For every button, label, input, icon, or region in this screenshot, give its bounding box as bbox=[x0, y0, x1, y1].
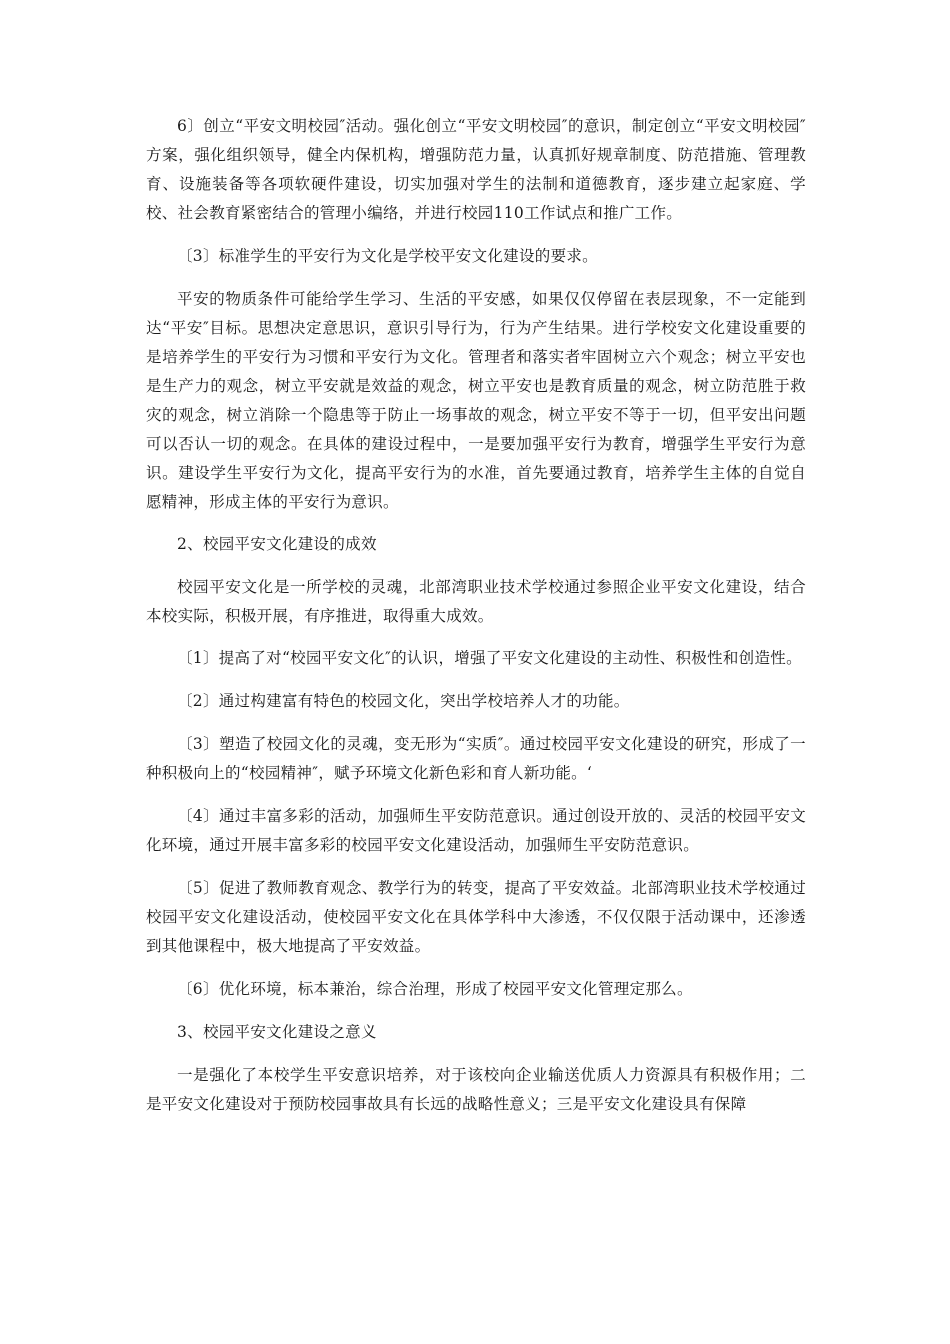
document-body bbox=[146, 112, 806, 1119]
paragraph-safety-behavior-requirement: 〔3〕标准学生的平安行为文化是学校平安文化建设的要求。 bbox=[177, 247, 598, 265]
section-heading-achievements: 2、校园平安文化建设的成效 bbox=[177, 535, 377, 553]
paragraph-campus-safety-activity: 6〕创立“平安文明校园″活动。强化创立“平安文明校园″的意识，制定创立“平安文明校园″方案，强化组织领导，健全内保机构，增强防范力量，认真抓好规章制度、防范措施、管理教育、设施装备等各项软硬件建设，切实加强对学生的法制和道德教育，逐步建立起家庭、学校、社会教育紧密结合的管理小编络，并进行校园110工作试点和推广工作。 bbox=[146, 117, 806, 222]
paragraph-safety-behavior-culture: 平安的物质条件可能给学生学习、生活的平安感，如果仅仅停留在表层现象，不一定能到达“平安″目标。思想决定意思识，意识引导行为，行为产生结果。进行学校安文化建设重要的是培养学生的平安行为习惯和平安行为文化。管理者和落实者牢固树立六个观念；树立平安也是生产力的观念，树立平安就是效益的观念，树立平安也是教育质量的观念，树立防范胜于救灾的观念，树立消除一个隐患等于防止一场事故的观念，树立平安不等于一切，但平安出问题可以否认一切的观念。在具体的建设过程中，一是要加强平安行为教育，增强学生平安行为意识。建设学生平安行为文化，提高平安行为的水准，首先要通过教育，培养学生主体的自觉自愿精神，形成主体的平安行为意识。 bbox=[146, 290, 806, 511]
list-item-achievement-1: 〔1〕提高了对“校园平安文化″的认识，增强了平安文化建设的主动性、积极性和创造性。 bbox=[177, 649, 802, 667]
paragraph-achievements-intro: 校园平安文化是一所学校的灵魂，北部湾职业技术学校通过参照企业平安文化建设，结合本校实际，积极开展，有序推进，取得重大成效。 bbox=[146, 578, 806, 625]
paragraph-significance: 一是强化了本校学生平安意识培养，对于该校向企业输送优质人力资源具有积极作用；二是平安文化建设对于预防校园事故具有长远的战略性意义；三是平安文化建设具有保障 bbox=[146, 1066, 806, 1113]
list-item-achievement-4: 〔4〕通过丰富多彩的活动，加强师生平安防范意识。通过创设开放的、灵活的校园平安文化环境，通过开展丰富多彩的校园平安文化建设活动，加强师生平安防范意识。 bbox=[146, 807, 806, 854]
list-item-achievement-2: 〔2〕通过构建富有特色的校园文化，突出学校培养人才的功能。 bbox=[177, 692, 630, 710]
list-item-achievement-6: 〔6〕优化环境，标本兼治，综合治理，形成了校园平安文化管理定那么。 bbox=[177, 980, 693, 998]
list-item-achievement-5: 〔5〕促进了教师教育观念、教学行为的转变，提高了平安效益。北部湾职业技术学校通过校园平安文化建设活动，使校园平安文化在具体学科中大渗透，不仅仅限于活动课中，还渗透到其他课程中，极大地提高了平安效益。 bbox=[146, 879, 806, 955]
section-heading-significance: 3、校园平安文化建设之意义 bbox=[177, 1023, 377, 1041]
list-item-achievement-3: 〔3〕塑造了校园文化的灵魂，变无形为“实质″。通过校园平安文化建设的研究，形成了一种积极向上的“校园精神″，赋予环境文化新色彩和育人新功能。‘ bbox=[146, 735, 806, 782]
